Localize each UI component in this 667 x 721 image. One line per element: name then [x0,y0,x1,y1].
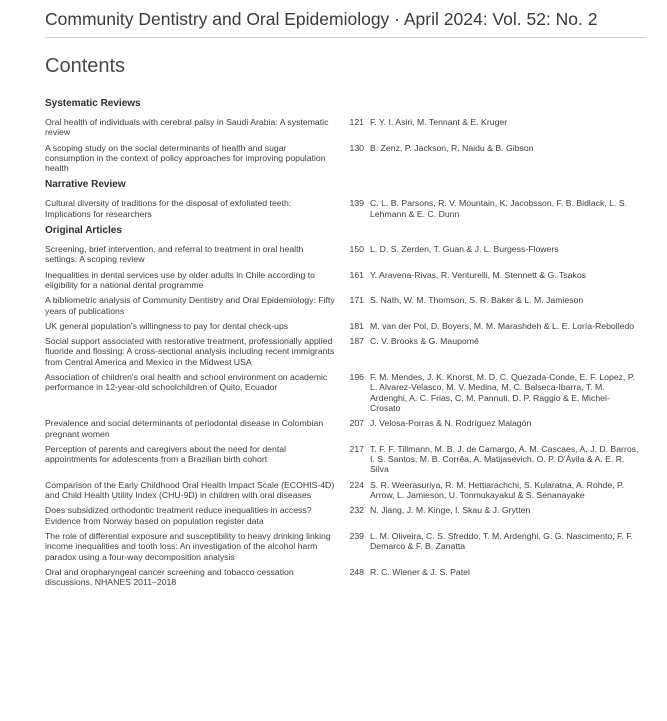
page-number: 187 [349,336,364,347]
article-authors: B. Zenz, P. Jackson, R. Naidu & B. Gibson [370,142,534,153]
toc-entry[interactable] [45,444,645,475]
article-authors: R. C. Wiener & J. S. Patel [370,566,470,577]
article-title[interactable]: Does subsidized orthodontic treatment reduce inequalities in access? Evidence from Norway based on population register data [45,505,312,526]
page-number: 207 [349,418,364,429]
article-title[interactable]: A scoping study on the social determinants of health and sugar consumption in the context of policy approaches for improving population health [45,142,326,174]
page-number: 232 [349,505,364,516]
article-title[interactable]: Cultural diversity of traditions for the disposal of exfoliated teeth: Implications for researchers [45,198,292,219]
table-of-contents [45,97,645,592]
article-title[interactable]: Screening, brief intervention, and referral to treatment in oral health settings: A scoping review [45,244,304,265]
toc-entry[interactable] [45,321,645,331]
article-title[interactable]: Oral health of individuals with cerebral palsy in Saudi Arabia: A systematic review [45,117,329,138]
toc-entry[interactable] [45,505,645,526]
article-authors: C. L. B. Parsons, R. V. Mountain, K. Jacobsson, F. B. Bidlack, L. S. Lehmann & E. C. Dunn [370,198,628,219]
article-authors: L. M. Oliveira, C. S. Sfreddo, T. M. Ardenghi, G. G. Nascimento, F. F. Demarco & F. B. Zanatta [370,530,633,552]
article-title[interactable]: Inequalities in dental services use by older adults in Chile according to eligibility for a national dental programme [45,269,315,290]
toc-entry[interactable] [45,143,645,174]
article-title[interactable]: UK general population's willingness to pay for dental check-ups [45,320,289,331]
page-number: 248 [349,566,364,577]
page-number: 121 [349,117,364,127]
section-heading: Narrative Review [45,179,126,191]
page-number: 181 [349,320,364,331]
header-divider [45,37,645,38]
article-authors: S. Nath, W. M. Thomson, S. R. Baker & L. M. Jamieson [370,295,584,306]
article-authors: L. D. S. Zerden, T. Guan & J. L. Burgess-Flowers [370,244,559,255]
page-number: 150 [349,244,364,255]
journal-header: Community Dentistry and Oral Epidemiology · April 2024: Vol. 52: No. 2 [45,9,598,29]
article-authors: T. F. F. Tillmann, M. B. J. de Camargo, A. M. Cascaes, A. J. D. Barros, I. S. Santos, M. B. Corrêa, A. Matijasevich, O. P. D'Ávila & A. E. R. Silva [370,443,639,475]
page-number: 171 [349,295,364,306]
toc-entry[interactable] [45,117,645,138]
page-number: 161 [349,269,364,280]
page-number: 239 [349,530,364,541]
toc-entry[interactable] [45,295,645,316]
article-authors: S. R. Weerasuriya, R. M. Hettiarachchi, S. Kularatna, A. Rohde, P. Arrow, L. Jamieson, U. Tonmukayakul & S. Senanayake [370,479,625,501]
article-authors: F. M. Mendes, J. K. Knorst, M. D. C. Quezada-Conde, E. F. Lopez, P. L. Alvarez-Velasco, M. V. Medina, M. C. Balseca-Ibarra, T. M. Ardenghi, A. C. Frias, C. M. Pannuti, D. P. Raggio & E. Michel-Crosato [370,372,635,413]
toc-entry[interactable] [45,567,645,588]
toc-entry[interactable] [45,270,645,291]
page-number: 196 [349,372,364,383]
article-authors: F. Y. I. Asiri, M. Tennant & E. Kruger [370,117,508,127]
article-title[interactable]: Oral and oropharyngeal cancer screening and tobacco cessation discussions, NHANES 2011–2018 [45,566,294,588]
contents-title: Contents [45,55,126,77]
page-number: 130 [349,142,364,153]
toc-entry[interactable] [45,531,645,562]
toc-entry[interactable] [45,198,645,219]
toc-entry[interactable] [45,372,645,413]
article-authors: M. van der Pol, D. Boyers, M. M. Marashdeh & L. E. Loría-Rebolledo [370,320,635,331]
article-authors: Y. Aravena-Rivas, R. Venturelli, M. Stennett & G. Tsakos [370,269,586,280]
page-number: 224 [349,479,364,490]
page-number: 139 [349,198,364,209]
article-title[interactable]: Comparison of the Early Childhood Oral Health Impact Scale (ECOHIS-4D) and Child Health Utility Index (CHU-9D) in children with oral diseases [45,479,335,501]
article-title[interactable]: A bibliometric analysis of Community Dentistry and Oral Epidemiology: Fifty years of publications [45,295,335,316]
toc-section [45,178,645,219]
article-title[interactable]: Prevalence and social determinants of periodontal disease in Colombian pregnant women [45,418,324,439]
toc-entry[interactable] [45,336,645,367]
article-authors: N. Jiang, J. M. Kinge, I. Skau & J. Grytten [370,505,531,516]
article-title[interactable]: Social support associated with restorative treatment, professionally applied fluoride and flossing: A cross-sectional analysis including recent immigrants from Central America and Mexico in the Midwest USA [45,336,335,367]
page-number: 217 [349,443,364,454]
article-title[interactable]: Association of children's oral health and school environment on academic performance in 12-year-old schoolchildren of Quito, Ecuador [45,372,328,393]
section-heading: Original Articles [45,225,122,237]
article-authors: C. V. Brooks & G. Maupomé [370,336,479,347]
section-heading: Systematic Reviews [45,98,141,109]
article-title[interactable]: Perception of parents and caregivers about the need for dental appointments for adolescents from a Brazilian birth cohort [45,443,286,465]
toc-section [45,224,645,587]
toc-section [45,97,645,173]
toc-entry[interactable] [45,418,645,439]
article-title[interactable]: The role of differential exposure and susceptibility to heavy drinking linking income inequalities and tooth loss: An investigation of the alcohol harm paradox using a four-way decomposition analysis [45,530,331,562]
toc-entry[interactable] [45,244,645,265]
toc-entry[interactable] [45,480,645,501]
article-authors: J. Velosa-Porras & N. Rodríguez Malagón [370,418,532,429]
